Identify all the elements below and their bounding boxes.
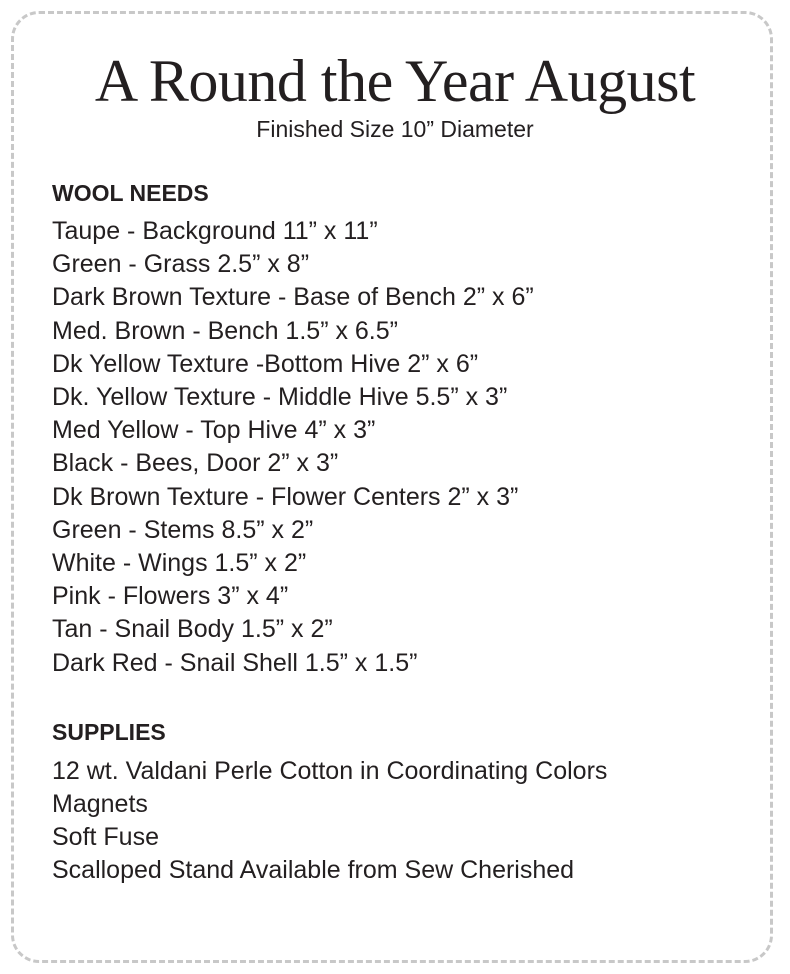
wool-needs-item: Dark Red - Snail Shell 1.5” x 1.5” [52, 648, 418, 677]
wool-needs-item: Taupe - Background 11” x 11” [52, 217, 378, 245]
wool-needs-section [52, 178, 760, 680]
wool-needs-item: Med. Brown - Bench 1.5” x 6.5” [52, 316, 398, 345]
wool-needs-item: Dk Yellow Texture -Bottom Hive 2” x 6” [52, 349, 479, 378]
supplies-section [52, 717, 760, 887]
wool-needs-item: Dk Brown Texture - Flower Centers 2” x 3” [52, 482, 519, 511]
supplies-heading: SUPPLIES [52, 719, 166, 745]
supplies-item: Magnets [52, 790, 148, 818]
wool-needs-item: Black - Bees, Door 2” x 3” [52, 449, 339, 478]
page-title: A Round the Year August [94, 48, 696, 114]
supplies-item: 12 wt. Valdani Perle Cotton in Coordinating Colors [52, 757, 608, 785]
supplies-item: Scalloped Stand Available from Sew Cherished [52, 856, 575, 884]
wool-needs-item: Green - Stems 8.5” x 2” [52, 515, 314, 544]
wool-needs-item: Tan - Snail Body 1.5” x 2” [52, 615, 333, 644]
wool-needs-heading: WOOL NEEDS [52, 180, 209, 206]
wool-needs-item: White - Wings 1.5” x 2” [52, 549, 307, 578]
supplies-item: Soft Fuse [52, 823, 159, 851]
page-subtitle: Finished Size 10” Diameter [256, 116, 534, 142]
wool-needs-item: Pink - Flowers 3” x 4” [52, 582, 289, 611]
wool-needs-item: Dark Brown Texture - Base of Bench 2” x 6” [52, 283, 534, 312]
supplies-list [52, 755, 760, 887]
wool-needs-list [52, 215, 760, 680]
wool-needs-item: Dk. Yellow Texture - Middle Hive 5.5” x 3” [52, 383, 508, 412]
wool-needs-item: Med Yellow - Top Hive 4” x 3” [52, 416, 376, 445]
wool-needs-item: Green - Grass 2.5” x 8” [52, 250, 310, 279]
